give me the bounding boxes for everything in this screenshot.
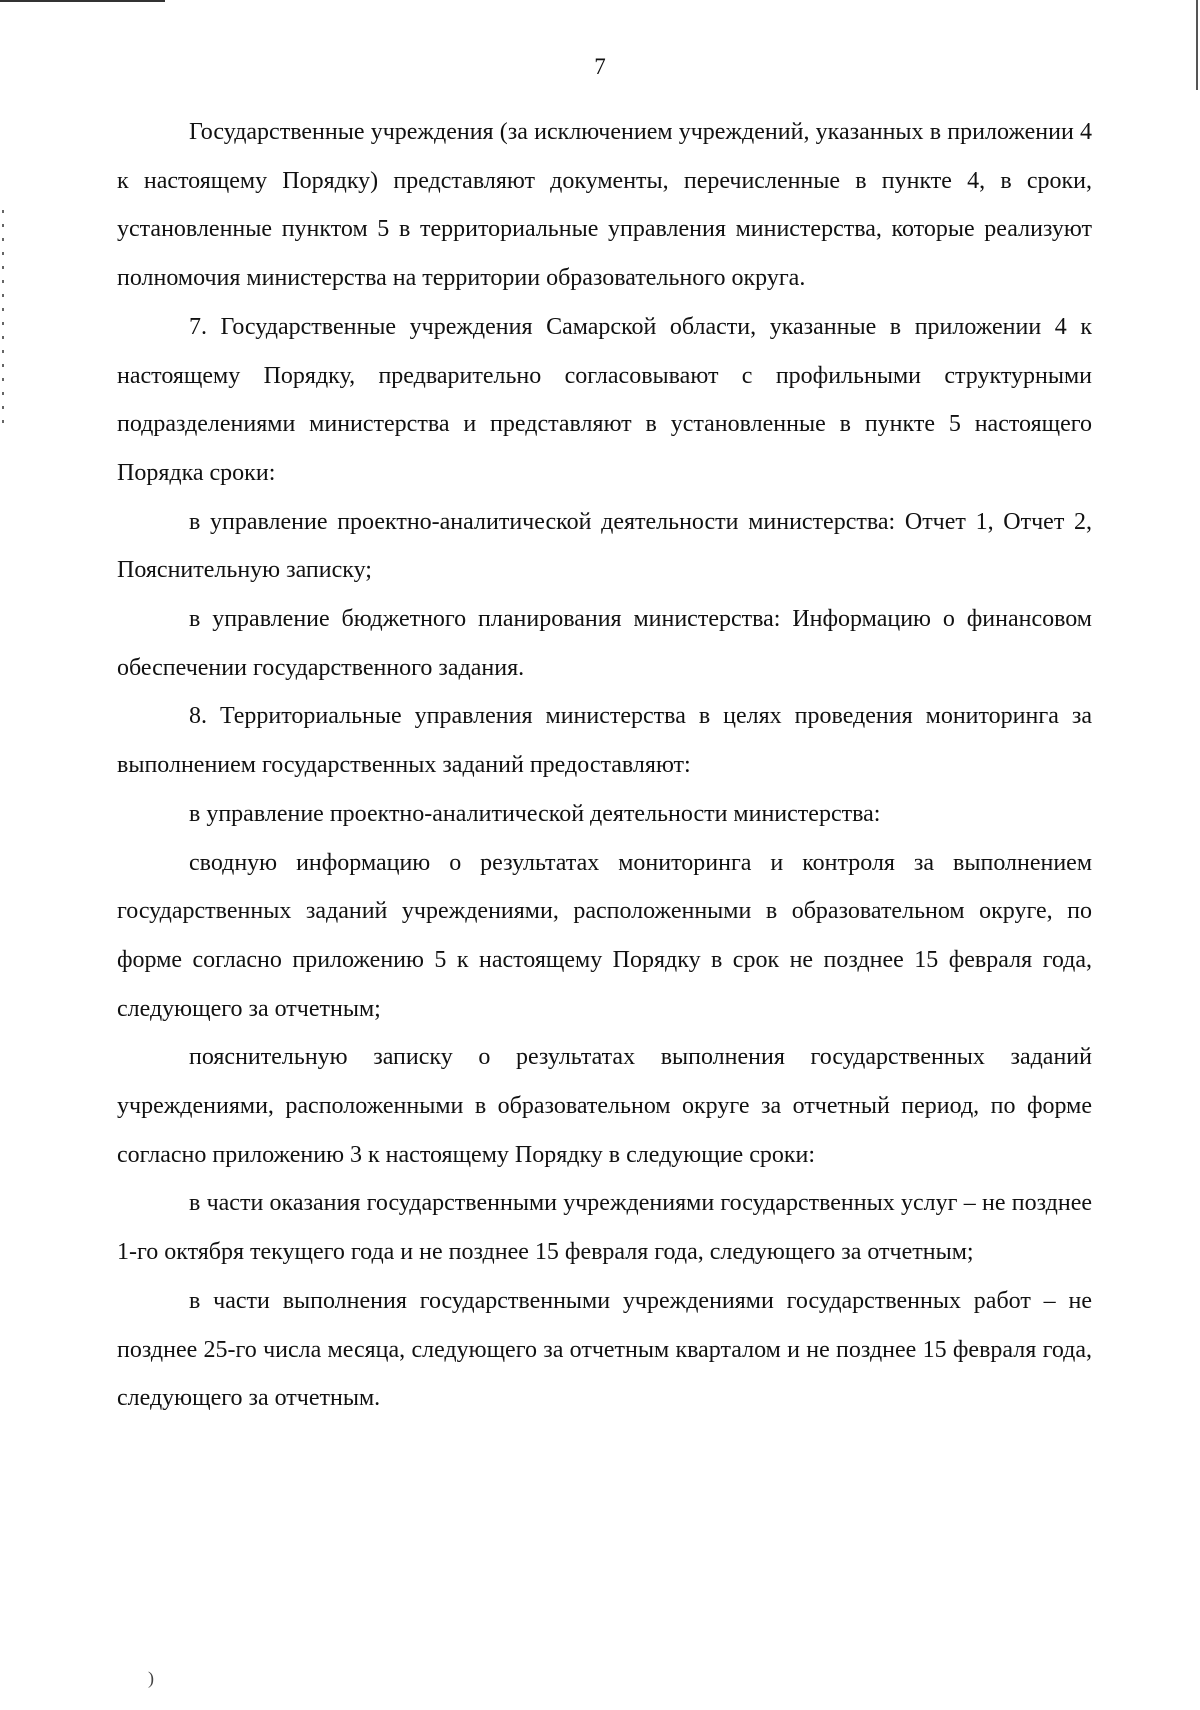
paragraph-item-7: 7. Государственные учреждения Самарской области, указанные в приложении 4 к настоящему Порядку, предварительно согласовывают с профильными структурными подразделениями министерства и представляют в установленные в пункте 5 настоящего Порядка сроки: — [117, 313, 1092, 486]
paragraph: в управление бюджетного планирования министерства: Информацию о финансовом обеспечении государственного задания. — [117, 606, 1092, 681]
scan-edge-mark — [2, 210, 4, 430]
paragraph: сводную информацию о результатах мониторинга и контроля за выполнением государственных заданий учреждениями, расположенными в образовательном округе, по форме согласно приложению 5 к настоящему Порядку в срок не позднее 15 февраля года, следующего за отчетным; — [117, 849, 1092, 1022]
paragraph: в части выполнения государственными учреждениями государственных работ – не позднее 25-го числа месяца, следующего за отчетным кварталом и не позднее 15 февраля года, следующего за отчетным. — [117, 1287, 1092, 1412]
document-body — [117, 108, 1092, 1423]
paragraph: в части оказания государственными учреждениями государственных услуг – не позднее 1-го октября текущего года и не позднее 15 февраля года, следующего за отчетным; — [117, 1190, 1092, 1266]
footer-mark: ) — [148, 1668, 154, 1688]
page-number: 7 — [594, 54, 606, 79]
paragraph: пояснительную записку о результатах выполнения государственных заданий учреждениями, расположенными в образовательном округе за отчетный период, по форме согласно приложению 3 к настоящему Порядку в следующие сроки: — [117, 1044, 1092, 1168]
paragraph: Государственные учреждения (за исключением учреждений, указанных в приложении 4 к настоящему Порядку) представляют документы, перечисленные в пункте 4, в сроки, установленные пунктом 5 в территориальные управления министерства, которые реализуют полномочия министерства на территории образовательного округа. — [117, 119, 1092, 292]
paragraph: в управление проектно-аналитической деятельности министерства: — [189, 800, 881, 827]
paragraph-item-8: 8. Территориальные управления министерства в целях проведения мониторинга за выполнением государственных заданий предоставляют: — [117, 703, 1092, 779]
scan-edge-mark — [0, 0, 165, 2]
paragraph: в управление проектно-аналитической деятельности министерства: Отчет 1, Отчет 2, Пояснительную записку; — [117, 508, 1092, 584]
